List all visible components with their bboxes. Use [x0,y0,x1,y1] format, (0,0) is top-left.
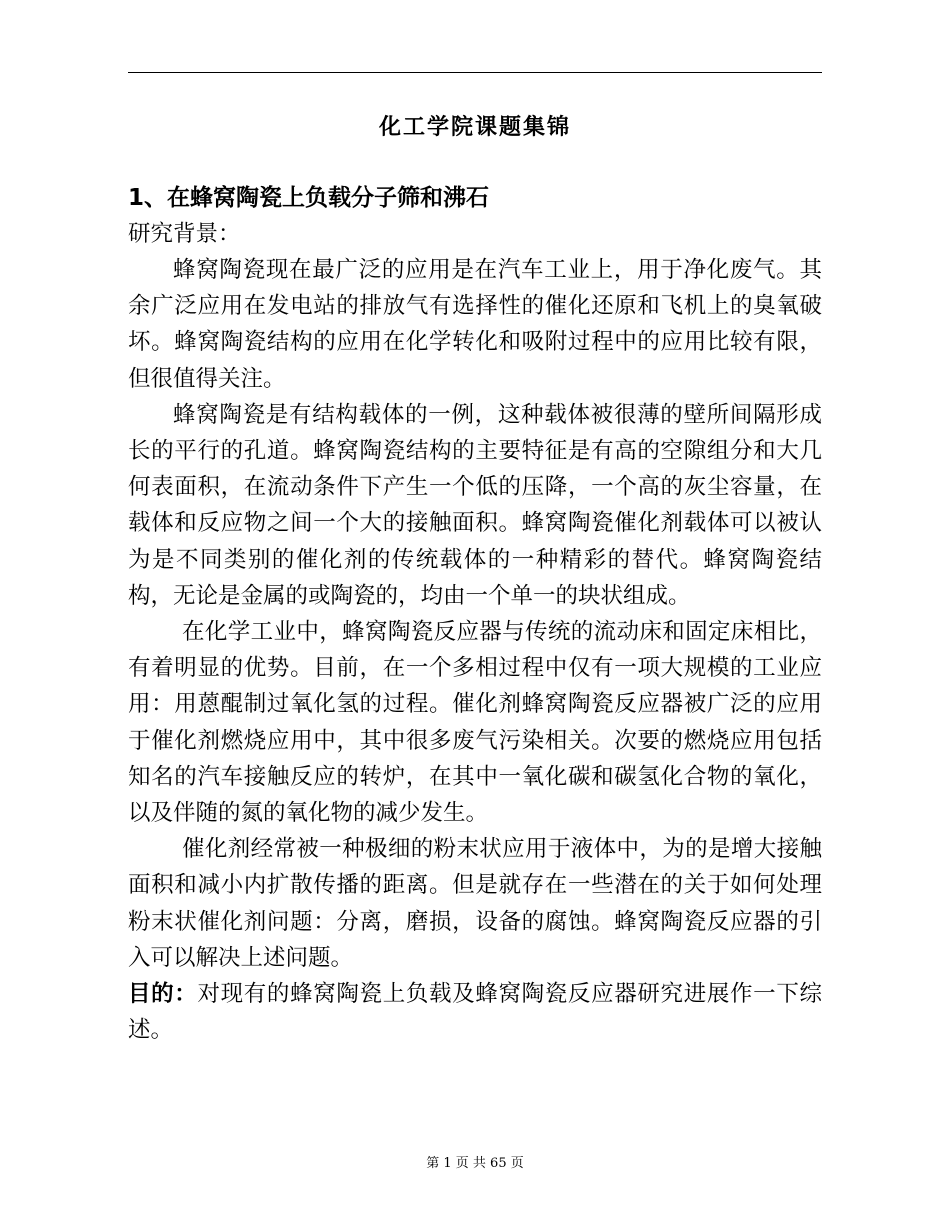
background-label: 研究背景： [128,221,241,247]
purpose-label: 目的： [128,981,198,1008]
paragraph-3: 在化学工业中，蜂窝陶瓷反应器与传统的流动床和固定床相比，有着明显的优势。目前，在一个多相过程中仅有一项大规模的工业应用：用蒽醌制过氧化氢的过程。催化剂蜂窝陶瓷反应器被广泛的应用于催化剂燃烧应用中，其中很多废气污染相关。次要的燃烧应用包括知名的汽车接触反应的转炉，在其中一氧化碳和碳氢化合物的氧化，以及伴随的氮的氧化物的减少发生。 [128,619,822,827]
document-title: 化工学院课题集锦 [378,114,571,140]
document-body [128,180,822,1048]
header-rule [128,72,822,73]
page-number-footer: 第 1 页 共 65 页 [426,1156,524,1171]
purpose-text: 对现有的蜂窝陶瓷上负载及蜂窝陶瓷反应器研究进展作一下综述。 [128,981,822,1044]
paragraph-2: 蜂窝陶瓷是有结构载体的一例，这种载体被很薄的壁所间隔形成长的平行的孔道。蜂窝陶瓷结构的主要特征是有高的空隙组分和大几何表面积，在流动条件下产生一个低的压降，一个高的灰尘容量，在载体和反应物之间一个大的接触面积。蜂窝陶瓷催化剂载体可以被认为是不同类别的催化剂的传统载体的一种精彩的替代。蜂窝陶瓷结构，无论是金属的或陶瓷的，均由一个单一的块状组成。 [128,401,822,609]
paragraph-4: 催化剂经常被一种极细的粉末状应用于液体中，为的是增大接触面积和减小内扩散传播的距离。但是就存在一些潜在的关于如何处理粉末状催化剂问题：分离，磨损，设备的腐蚀。蜂窝陶瓷反应器的引入可以解决上述问题。 [128,836,822,971]
section-heading: 1、在蜂窝陶瓷上负载分子筛和沸石 [128,185,490,211]
paragraph-1: 蜂窝陶瓷现在最广泛的应用是在汽车工业上，用于净化废气。其余广泛应用在发电站的排放气有选择性的催化还原和飞机上的臭氧破坏。蜂窝陶瓷结构的应用在化学转化和吸附过程中的应用比较有限，但很值得关注。 [128,257,822,392]
purpose-paragraph [128,976,822,1048]
